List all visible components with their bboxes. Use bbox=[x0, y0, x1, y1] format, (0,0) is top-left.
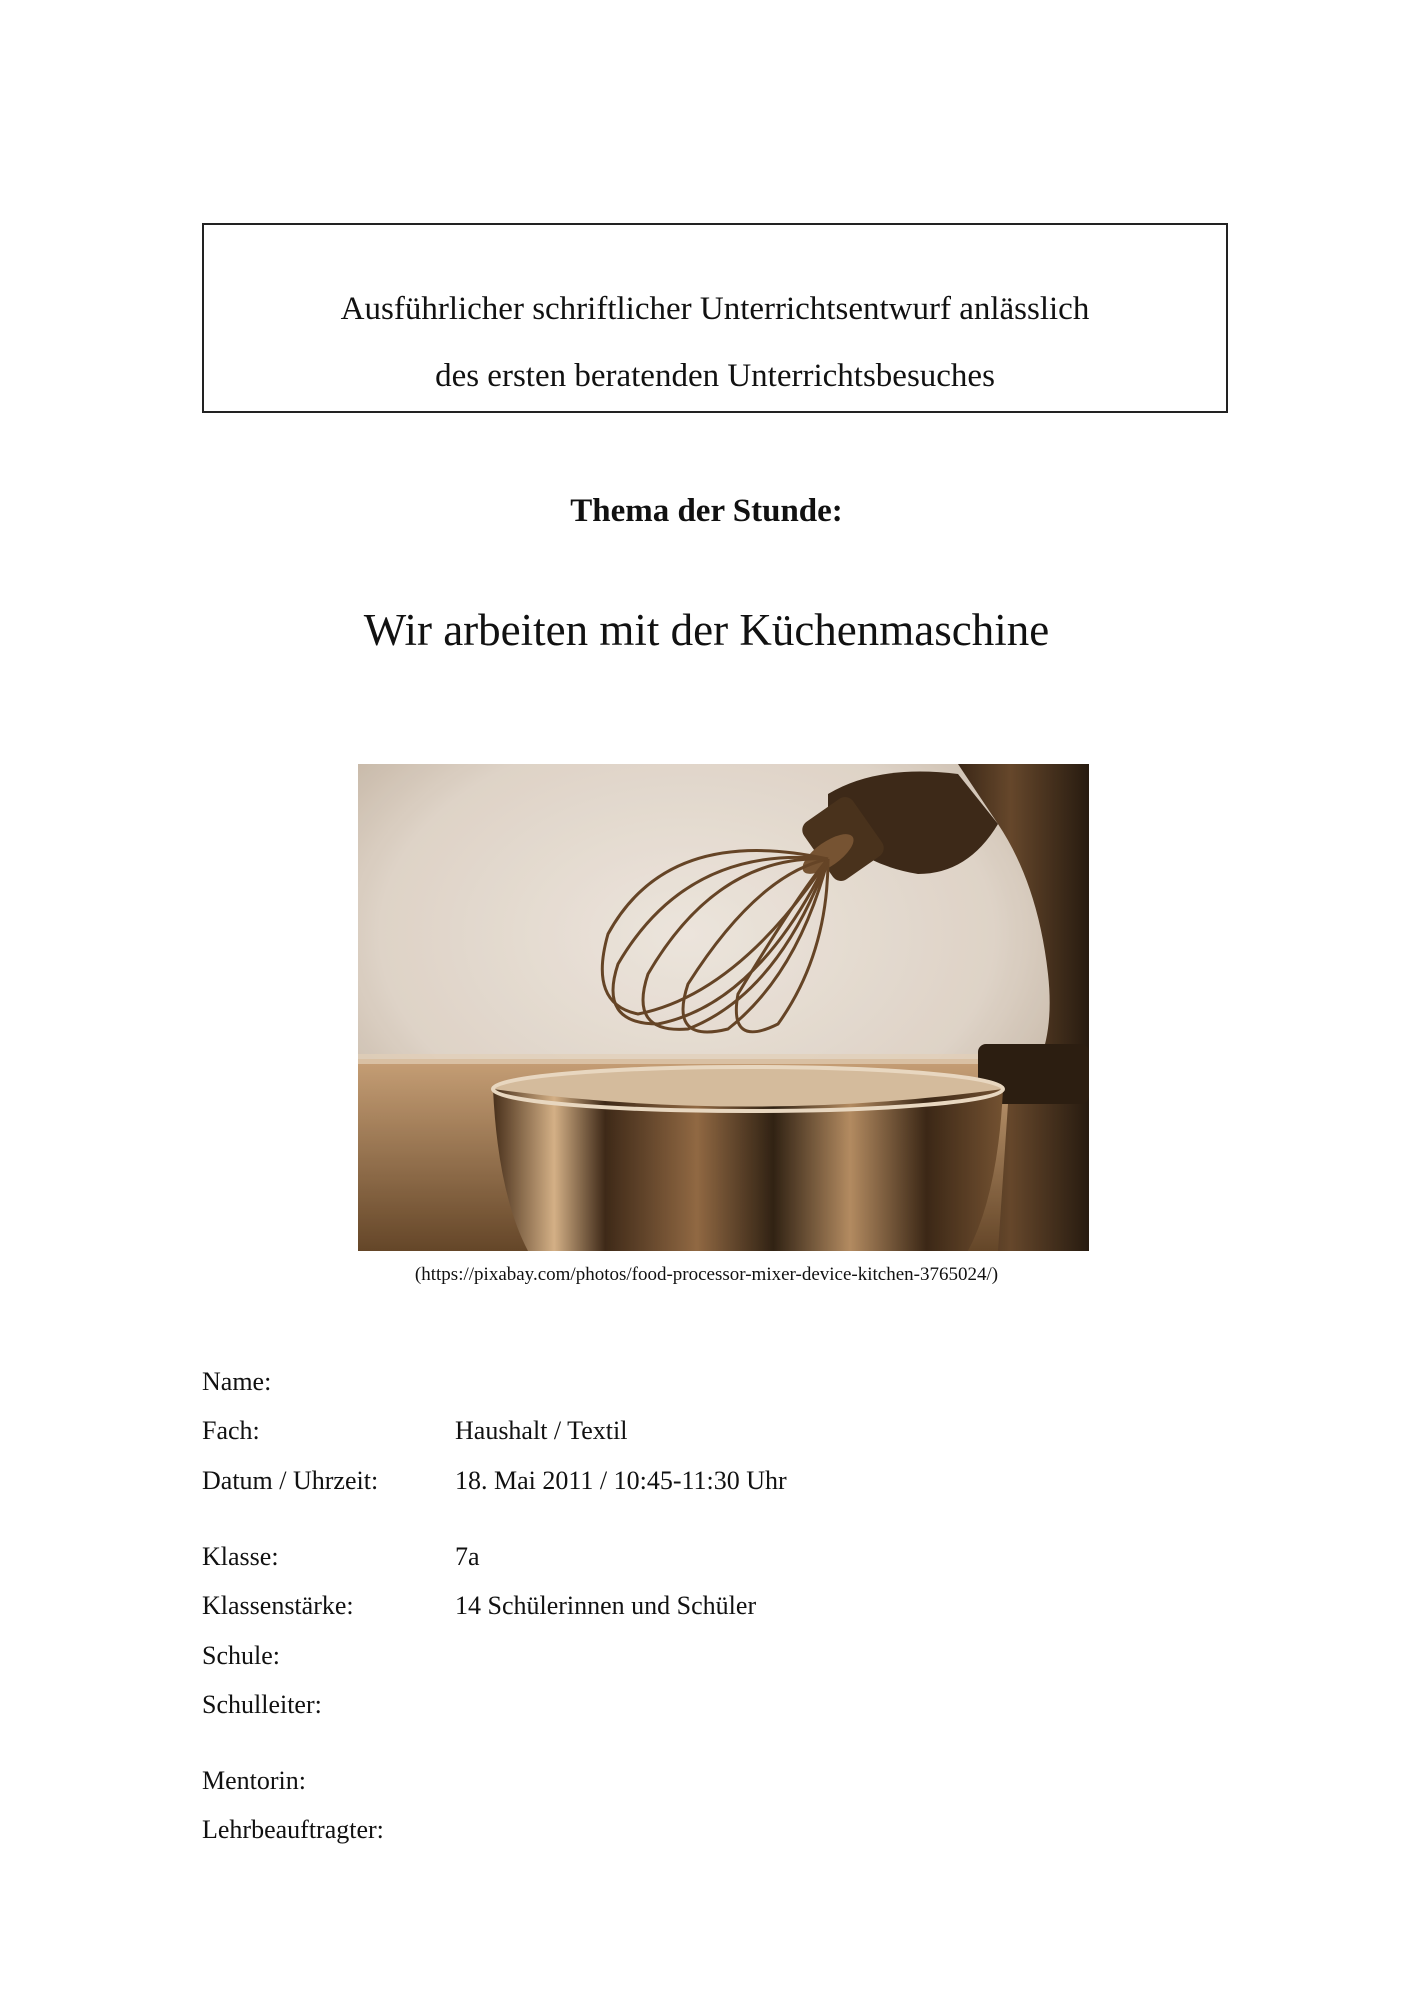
klassenstaerke-label: Klassenstärke: bbox=[202, 1591, 354, 1620]
schule-label: Schule: bbox=[202, 1641, 280, 1670]
topic-title: Wir arbeiten mit der Küchenmaschine bbox=[363, 605, 1050, 655]
fach-value: Haushalt / Textil bbox=[455, 1416, 628, 1445]
name-label: Name: bbox=[202, 1367, 272, 1396]
klasse-value: 7a bbox=[455, 1542, 480, 1571]
title-line-1: Ausführlicher schriftlicher Unterrichtsentwurf anlässlich bbox=[340, 291, 1090, 327]
datum-value: 18. Mai 2011 / 10:45-11:30 Uhr bbox=[455, 1466, 787, 1495]
title-box bbox=[202, 223, 1228, 413]
lehrbeauftragter-label: Lehrbeauftragter: bbox=[202, 1815, 384, 1844]
klassenstaerke-value: 14 Schülerinnen und Schüler bbox=[455, 1591, 757, 1620]
schulleiter-label: Schulleiter: bbox=[202, 1690, 322, 1719]
fach-label: Fach: bbox=[202, 1416, 260, 1445]
photo-credit: (https://pixabay.com/photos/food-processor-mixer-device-kitchen-3765024/) bbox=[414, 1264, 999, 1285]
klasse-label: Klasse: bbox=[202, 1542, 279, 1571]
datum-label: Datum / Uhrzeit: bbox=[202, 1466, 379, 1495]
mentorin-label: Mentorin: bbox=[202, 1766, 306, 1795]
mixer-photo bbox=[358, 764, 1089, 1251]
topic-heading: Thema der Stunde: bbox=[570, 493, 843, 529]
title-line-2: des ersten beratenden Unterrichtsbesuches bbox=[435, 358, 995, 394]
